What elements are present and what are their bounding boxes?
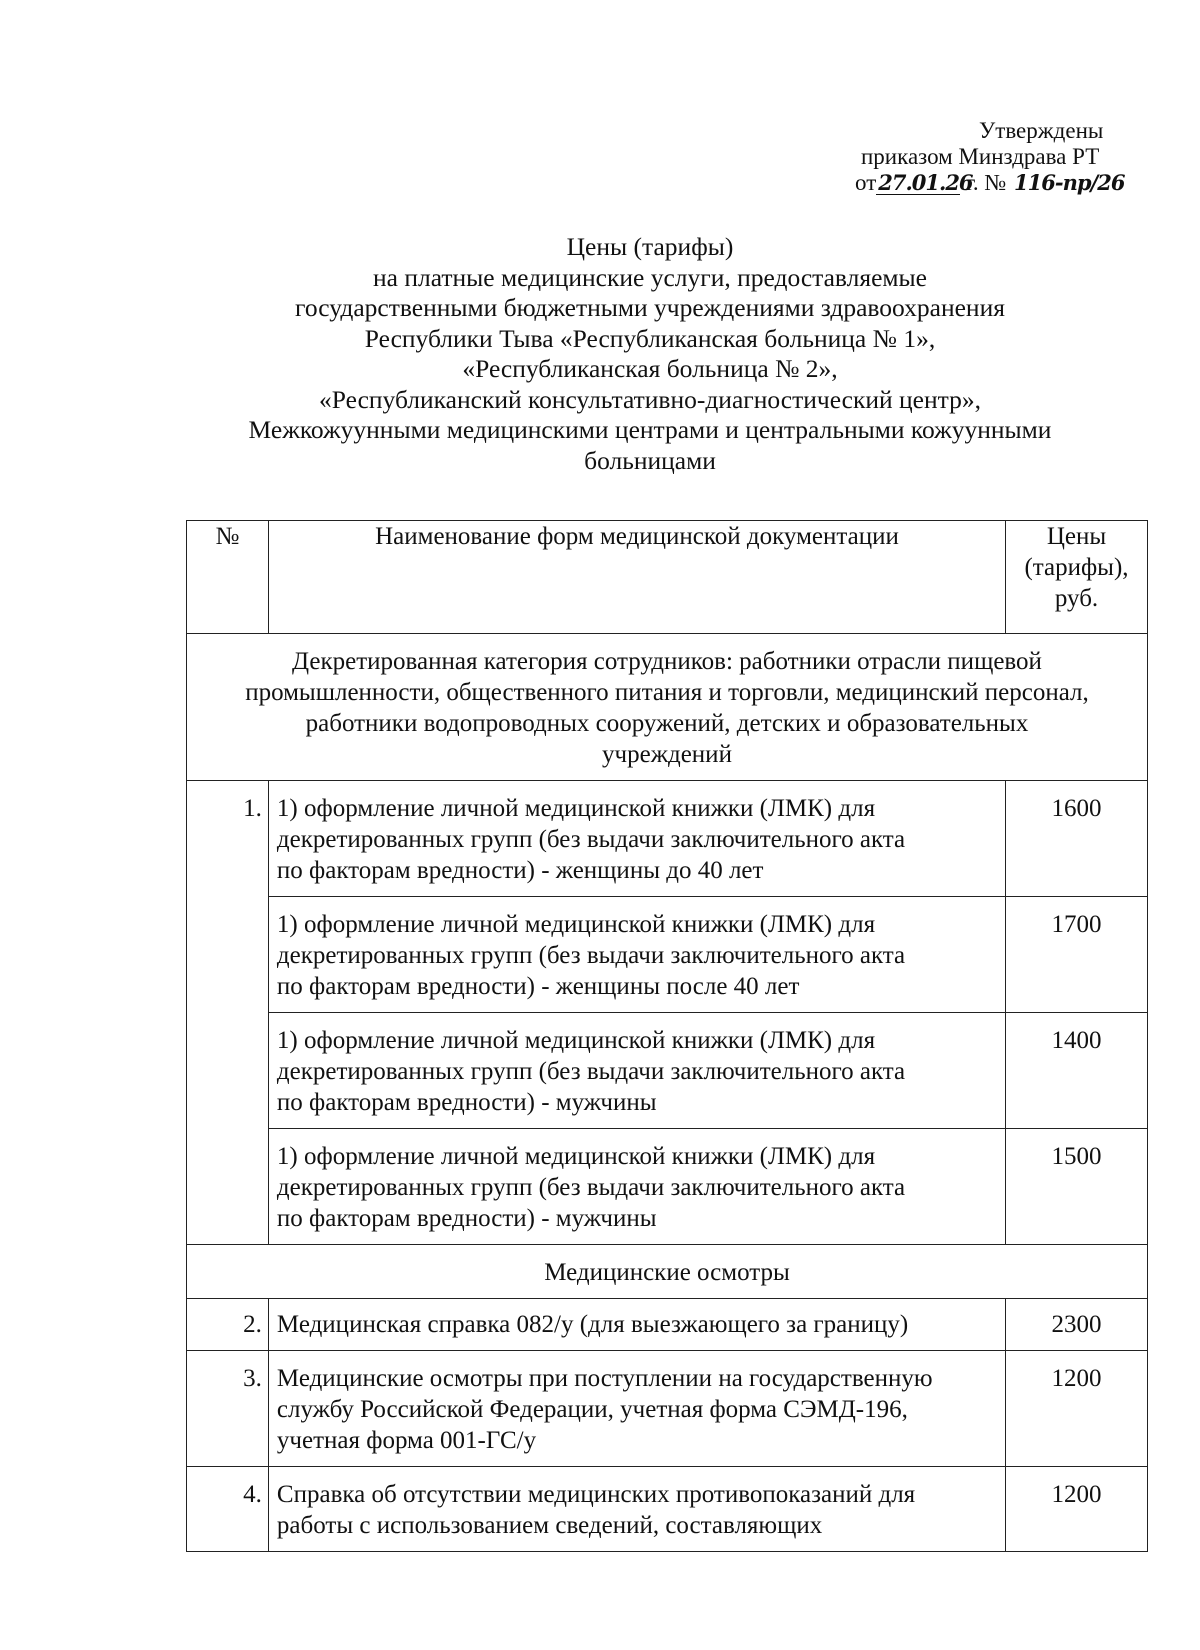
title-line: на платные медицинские услуги, предоставляемые	[372, 262, 927, 292]
service-price: 1200	[1006, 1467, 1148, 1552]
title-line: Межкожуунными медицинскими центрами и центральными кожуунными	[248, 415, 1052, 444]
approval-line-approved: Утверждены	[979, 118, 1104, 143]
table-row	[187, 897, 1148, 1013]
section-line: работники водопроводных сооружений, детских и образовательных	[305, 710, 1029, 737]
table-row	[187, 1351, 1148, 1467]
header-price-line: Цены	[1046, 523, 1107, 550]
service-name	[268, 897, 1005, 1013]
service-name: Медицинская справка 082/у (для выезжающего за границу)	[268, 1299, 1005, 1351]
service-name-line: декретированных групп (без выдачи заключительного акта	[276, 942, 906, 969]
service-name	[268, 781, 1005, 897]
table-row	[187, 1013, 1148, 1129]
section-medical-exams: Медицинские осмотры	[187, 1245, 1148, 1299]
service-price: 1400	[1006, 1013, 1148, 1129]
price-table	[186, 520, 1148, 1552]
table-row	[187, 781, 1148, 897]
title-line: «Республиканский консультативно-диагностический центр»,	[319, 384, 981, 414]
section-line: учреждений	[602, 741, 732, 768]
handwritten-date: 27.01.26	[878, 170, 973, 195]
approval-number-prefix: г. №	[966, 170, 1007, 195]
section-line: промышленности, общественного питания и торговли, медицинский персонал,	[245, 679, 1089, 706]
title-line: «Республиканская больница № 2»,	[462, 354, 838, 383]
service-price: 1500	[1006, 1129, 1148, 1245]
service-name	[268, 1129, 1005, 1245]
service-name-line: декретированных групп (без выдачи заключительного акта	[276, 826, 906, 853]
service-name-line: по факторам вредности) - женщины до 40 лет	[276, 857, 764, 884]
service-price: 1600	[1006, 781, 1148, 897]
title-line: Цены (тарифы)	[566, 232, 734, 261]
service-price: 1700	[1006, 897, 1148, 1013]
service-name-line: работы с использованием сведений, составляющих	[276, 1512, 823, 1539]
table-row	[187, 1129, 1148, 1245]
header-price-line: руб.	[1054, 585, 1099, 612]
service-name-line: по факторам вредности) - мужчины	[276, 1089, 657, 1116]
section-line: Декретированная категория сотрудников: работники отрасли пищевой	[292, 648, 1042, 675]
header-price-line: (тарифы),	[1024, 554, 1129, 581]
title-line: больницами	[584, 445, 716, 475]
section-row-medical-exams	[187, 1245, 1148, 1299]
service-price: 1200	[1006, 1351, 1148, 1467]
document-title	[190, 232, 1110, 476]
table-header-row	[187, 521, 1148, 634]
service-name-line: по факторам вредности) - женщины после 40 лет	[276, 973, 800, 1000]
row-number: 1.	[187, 781, 269, 1245]
section-decreed-category	[187, 634, 1148, 781]
service-name-line: декретированных групп (без выдачи заключительного акта	[276, 1058, 906, 1085]
header-num: №	[187, 521, 269, 634]
handwritten-order-number: 116-пр/26	[1014, 170, 1125, 195]
approval-line-date-number	[855, 170, 1195, 196]
service-name-line: Медицинские осмотры при поступлении на государственную	[276, 1365, 933, 1392]
approval-date-prefix: от	[855, 170, 877, 195]
service-name-line: службу Российской Федерации, учетная форма СЭМД-196,	[276, 1396, 908, 1423]
header-price	[1006, 521, 1148, 634]
row-number: 2.	[187, 1299, 269, 1351]
service-name	[268, 1013, 1005, 1129]
table-row	[187, 1467, 1148, 1552]
service-name	[268, 1351, 1005, 1467]
service-name	[268, 1467, 1005, 1552]
row-number: 4.	[187, 1467, 269, 1552]
approval-line-order: приказом Минздрава РТ	[861, 144, 1100, 169]
title-line: государственными бюджетными учреждениями здравоохранения	[295, 293, 1005, 322]
service-name-line: Справка об отсутствии медицинских противопоказаний для	[276, 1481, 916, 1508]
approval-stamp	[855, 118, 1195, 196]
service-name-line: 1) оформление личной медицинской книжки (ЛМК) для	[276, 1143, 876, 1170]
service-name-line: 1) оформление личной медицинской книжки (ЛМК) для	[276, 795, 876, 822]
service-name-line: 1) оформление личной медицинской книжки (ЛМК) для	[276, 1027, 876, 1054]
service-name-line: по факторам вредности) - мужчины	[276, 1205, 657, 1232]
header-name: Наименование форм медицинской документации	[268, 521, 1005, 634]
service-name-line: 1) оформление личной медицинской книжки (ЛМК) для	[276, 911, 876, 938]
service-price: 2300	[1006, 1299, 1148, 1351]
table-row	[187, 1299, 1148, 1351]
row-number: 3.	[187, 1351, 269, 1467]
service-name-line: декретированных групп (без выдачи заключительного акта	[276, 1174, 906, 1201]
service-name-line: учетная форма 001-ГС/у	[276, 1427, 537, 1454]
section-row-decreed	[187, 634, 1148, 781]
title-line: Республики Тыва «Республиканская больница № 1»,	[364, 323, 936, 353]
